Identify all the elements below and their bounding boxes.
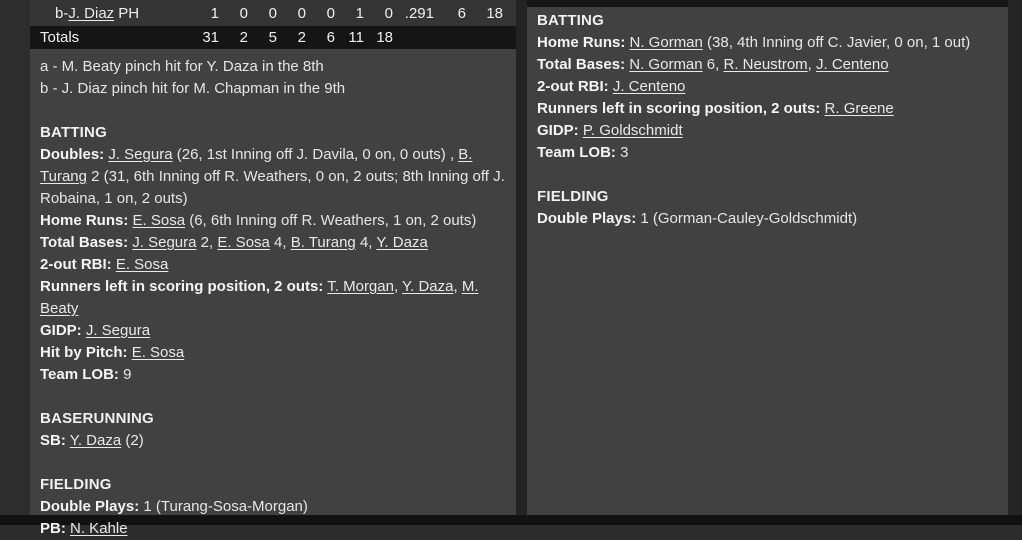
panel-divider xyxy=(516,0,527,515)
stat-label: Double Plays: xyxy=(40,498,140,515)
section-title: FIELDING xyxy=(537,188,609,205)
section-title: BASERUNNING xyxy=(40,410,154,427)
stat-cell: .291 xyxy=(404,4,434,22)
stat-text: , xyxy=(807,56,817,73)
stat-entry xyxy=(40,232,514,254)
player-name-cell xyxy=(30,5,190,22)
stat-entry xyxy=(40,254,514,276)
away-team-sections xyxy=(30,122,516,540)
stat-label: GIDP: xyxy=(537,122,579,139)
stat-label: Double Plays: xyxy=(537,210,637,227)
player-link[interactable]: Y. Daza xyxy=(402,278,454,295)
stat-label: GIDP: xyxy=(40,322,82,339)
stat-text: , xyxy=(453,278,462,295)
stat-entry xyxy=(40,430,514,452)
stat-cell: 2 xyxy=(239,29,248,46)
home-team-sections xyxy=(527,10,1008,230)
stat-entry xyxy=(40,144,514,210)
stat-entry xyxy=(537,54,1006,76)
away-team-panel[interactable] xyxy=(30,0,516,537)
stat-label: Hit by Pitch: xyxy=(40,344,128,361)
player-link[interactable]: N. Gorman xyxy=(629,56,703,73)
stat-text: (38, 4th Inning off C. Javier, 0 on, 1 out) xyxy=(702,34,971,51)
section-batting xyxy=(537,10,1006,164)
player-link[interactable]: T. Morgan xyxy=(327,278,394,295)
stat-entry xyxy=(537,142,1006,164)
section-fielding xyxy=(40,474,514,540)
stat-cell: 0 xyxy=(239,4,248,22)
substitution-note: b - J. Diaz pinch hit for M. Chapman in the 9th xyxy=(40,80,346,97)
section-batting xyxy=(40,122,514,386)
player-link[interactable]: E. Sosa xyxy=(132,212,186,229)
player-link[interactable]: N. Kahle xyxy=(70,520,128,537)
section-fielding xyxy=(537,186,1006,230)
stat-text: 2 (31, 6th Inning off R. Weathers, 0 on, 2 outs; 8th Inning off J. Robaina, 1 on, 2 outs) xyxy=(40,168,505,207)
stat-cell: 0 xyxy=(268,4,277,22)
stat-cell: 5 xyxy=(268,29,277,46)
stat-label: 2-out RBI: xyxy=(537,78,609,95)
stat-cell: 0 xyxy=(297,4,306,22)
stat-label: Team LOB: xyxy=(40,366,119,383)
table-bottom-edge xyxy=(527,0,1008,7)
player-link[interactable]: R. Neustrom xyxy=(723,56,808,73)
player-link[interactable]: Y. Daza xyxy=(376,234,428,251)
stat-text: 9 xyxy=(123,366,132,383)
stat-entry xyxy=(40,320,514,342)
substitution-notes xyxy=(30,56,516,100)
stat-text: 4, xyxy=(269,234,291,251)
stat-entry xyxy=(537,120,1006,142)
section-title: BATTING xyxy=(537,12,604,29)
stat-text: (6, 6th Inning off R. Weathers, 1 on, 2 outs) xyxy=(185,212,477,229)
player-link[interactable]: Y. Daza xyxy=(69,432,122,449)
player-link[interactable]: P. Goldschmidt xyxy=(582,122,683,139)
player-link[interactable]: M. Beaty xyxy=(40,278,479,317)
player-link[interactable]: J. Segura xyxy=(132,234,197,251)
stat-text: 1 (Gorman-Cauley-Goldschmidt) xyxy=(640,210,858,227)
stat-cell: 6 xyxy=(326,29,335,46)
player-link[interactable]: J. Segura xyxy=(108,146,173,163)
table-row-totals xyxy=(30,26,516,49)
stat-cell: 0 xyxy=(384,4,393,22)
player-link[interactable]: N. Gorman xyxy=(629,34,703,51)
stat-entry xyxy=(537,208,1006,230)
stat-entry xyxy=(40,496,514,518)
stat-entry xyxy=(537,32,1006,54)
player-link[interactable]: J. Centeno xyxy=(816,56,889,73)
stat-entry xyxy=(40,276,514,320)
stat-text: (26, 1st Inning off J. Davila, 0 on, 0 outs) , xyxy=(172,146,459,163)
left-margin xyxy=(0,0,30,515)
stat-text: 6, xyxy=(702,56,724,73)
right-margin xyxy=(1008,0,1022,515)
stat-label: Home Runs: xyxy=(40,212,129,229)
substitution-prefix: b- xyxy=(55,4,69,22)
section-title: FIELDING xyxy=(40,476,112,493)
stat-cell: 2 xyxy=(297,29,306,46)
player-link[interactable]: J. Diaz xyxy=(68,4,115,22)
batting-stats-table xyxy=(30,0,516,49)
stat-label: PB: xyxy=(40,520,66,537)
stat-label: Runners left in scoring position, 2 outs: xyxy=(537,100,821,117)
substitution-note: a - M. Beaty pinch hit for Y. Daza in the 8th xyxy=(40,58,324,75)
stat-label: 2-out RBI: xyxy=(40,256,112,273)
stat-text: 2, xyxy=(196,234,218,251)
player-link[interactable]: E. Sosa xyxy=(131,344,185,361)
stat-label: SB: xyxy=(40,432,66,449)
stat-entry xyxy=(40,518,514,540)
stat-entry xyxy=(537,76,1006,98)
stat-text: (2) xyxy=(121,432,144,449)
stat-entry xyxy=(40,342,514,364)
stat-label: Home Runs: xyxy=(537,34,626,51)
home-team-panel[interactable] xyxy=(527,0,1008,515)
section-baserunning xyxy=(40,408,514,452)
stat-entry xyxy=(537,98,1006,120)
stat-label: Doubles: xyxy=(40,146,105,163)
stat-text: , xyxy=(393,278,403,295)
player-link[interactable]: R. Greene xyxy=(824,100,894,117)
table-row-player xyxy=(30,0,516,26)
stat-text: 4, xyxy=(355,234,377,251)
stat-cell: 6 xyxy=(457,4,466,22)
player-link[interactable]: J. Segura xyxy=(85,322,151,339)
stat-label: Total Bases: xyxy=(40,234,129,251)
stat-label: Total Bases: xyxy=(537,56,626,73)
stat-cell: 31 xyxy=(202,29,219,46)
totals-label: Totals xyxy=(40,29,80,46)
stat-cell: 11 xyxy=(348,29,364,46)
player-position: PH xyxy=(118,4,140,22)
stat-cell: 18 xyxy=(486,4,503,22)
stat-text: 1 (Turang-Sosa-Morgan) xyxy=(143,498,308,515)
stat-cell: 1 xyxy=(210,4,219,22)
section-title: BATTING xyxy=(40,124,107,141)
player-link[interactable]: J. Centeno xyxy=(612,78,686,95)
player-link[interactable]: B. Turang xyxy=(40,146,473,185)
stat-cell: 1 xyxy=(355,4,364,22)
player-link[interactable]: E. Sosa xyxy=(217,234,270,251)
stat-cell: 18 xyxy=(376,29,393,46)
stat-label: Runners left in scoring position, 2 outs: xyxy=(40,278,324,295)
stat-cell: 0 xyxy=(326,4,335,22)
stat-text: 3 xyxy=(620,144,629,161)
player-link[interactable]: B. Turang xyxy=(290,234,356,251)
stat-entry xyxy=(40,210,514,232)
stat-label: Team LOB: xyxy=(537,144,616,161)
player-link[interactable]: E. Sosa xyxy=(115,256,169,273)
stat-entry xyxy=(40,364,514,386)
